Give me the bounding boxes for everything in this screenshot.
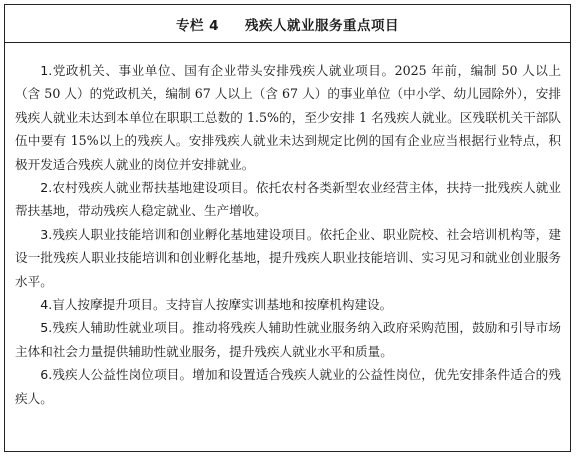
feature-box [4,4,571,452]
project-item [15,59,561,176]
project-text: 依托企业、职业院校、社会培训机构等，建设一批残疾人职业技能培训和创业孵化基地，提升残疾人职业技能培训、实习见习和就业创业服务水平。 [15,226,561,289]
project-lead: 5.残疾人辅助性就业项目。 [40,320,193,336]
project-lead: 6.残疾人公益性岗位项目。 [40,367,193,383]
project-text: 支持盲人按摩实训基地和按摩机构建设。 [165,297,393,313]
project-lead: 3.残疾人职业技能培训和创业孵化基地建设项目。 [40,226,320,242]
box-header [5,5,570,43]
project-item [15,316,561,363]
project-item [15,176,561,223]
column-title: 残疾人就业服务重点项目 [245,17,400,34]
project-item [15,223,561,293]
project-lead: 4.盲人按摩提升项目。 [40,297,166,313]
project-lead: 1.党政机关、事业单位、国有企业带头安排残疾人就业项目。 [40,63,395,78]
project-text: 推动将残疾人辅助性就业服务纳入政府采购范围，鼓励和引导市场主体和社会力量提供辅助性就业服务，提升残疾人就业水平和质量。 [15,320,561,359]
box-body [5,43,570,410]
project-text: 2025 年前，编制 50 人以上（含 50 人）的党政机关，编制 67 人以上（含 67 人）的事业单位（中小学、幼儿园除外），安排残疾人就业未达到本单位在职职工总数的 1.5%的，至少安排 1 名残疾人就业。区残联机关干部队伍中要有 15%以上的残疾人。安排残疾人就业未达到规定比例的国有企业应当根据行业特点，积极开发适合残疾人就业的岗位并安排就业。 [15,63,561,172]
project-item [15,293,561,316]
column-label: 专栏 4 [175,17,220,34]
project-lead: 2.农村残疾人就业帮扶基地建设项目。 [40,180,256,196]
project-text: 增加和设置适合残疾人就业的公益性岗位，优先安排条件适合的残疾人。 [15,367,561,406]
project-text: 依托农村各类新型农业经营主体，扶持一批残疾人就业帮扶基地，带动残疾人稳定就业、生产增收。 [15,180,561,219]
project-item [15,363,561,410]
